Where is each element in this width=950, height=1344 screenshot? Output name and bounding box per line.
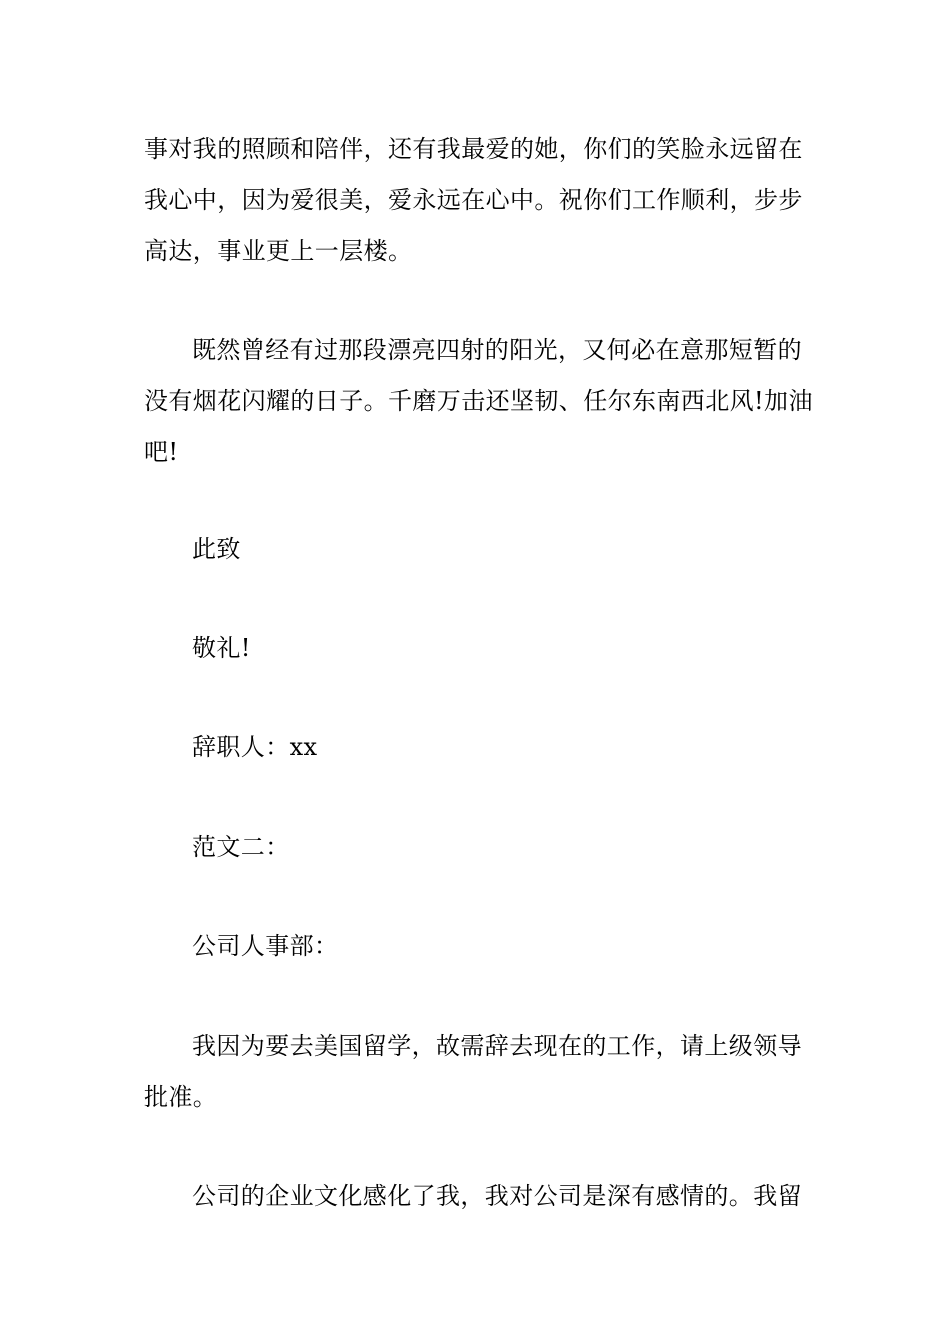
closing-salutation	[144, 524, 806, 575]
text-line: 既然曾经有过那段漂亮四射的阳光，又何必在意那短暂的	[192, 336, 802, 364]
text-line: 事对我的照顾和陪伴，还有我最爱的她，你们的笑脸永远留在	[144, 135, 803, 163]
text-line: 高达，事业更上一层楼。	[144, 237, 413, 265]
text-line: 范文二：	[192, 833, 290, 861]
addressee	[144, 921, 806, 972]
sample-heading	[144, 822, 806, 873]
paragraph-continuation	[144, 124, 806, 277]
closing-regards	[144, 623, 806, 674]
text-line: 公司人事部：	[192, 932, 339, 960]
text-line: 批准。	[144, 1083, 218, 1111]
paragraph-resignation-reason	[144, 1021, 806, 1123]
text-line: 敬礼!	[192, 634, 251, 662]
text-line: 吧!	[144, 438, 179, 466]
paragraph-encouragement	[144, 325, 813, 478]
signature-line	[144, 722, 806, 773]
text-line: 公司的企业文化感化了我，我对公司是深有感情的。我留	[192, 1182, 802, 1210]
text-line: 没有烟花闪耀的日子。千磨万击还坚韧、任尔东南西北风!加油	[144, 387, 813, 415]
text-line: 辞职人：xx	[192, 733, 318, 761]
text-line: 此致	[192, 535, 241, 563]
text-line: 我因为要去美国留学，故需辞去现在的工作，请上级领导	[192, 1032, 802, 1060]
text-line: 我心中，因为爱很美，爱永远在心中。祝你们工作顺利，步步	[144, 186, 803, 214]
paragraph-company-culture	[144, 1171, 806, 1222]
